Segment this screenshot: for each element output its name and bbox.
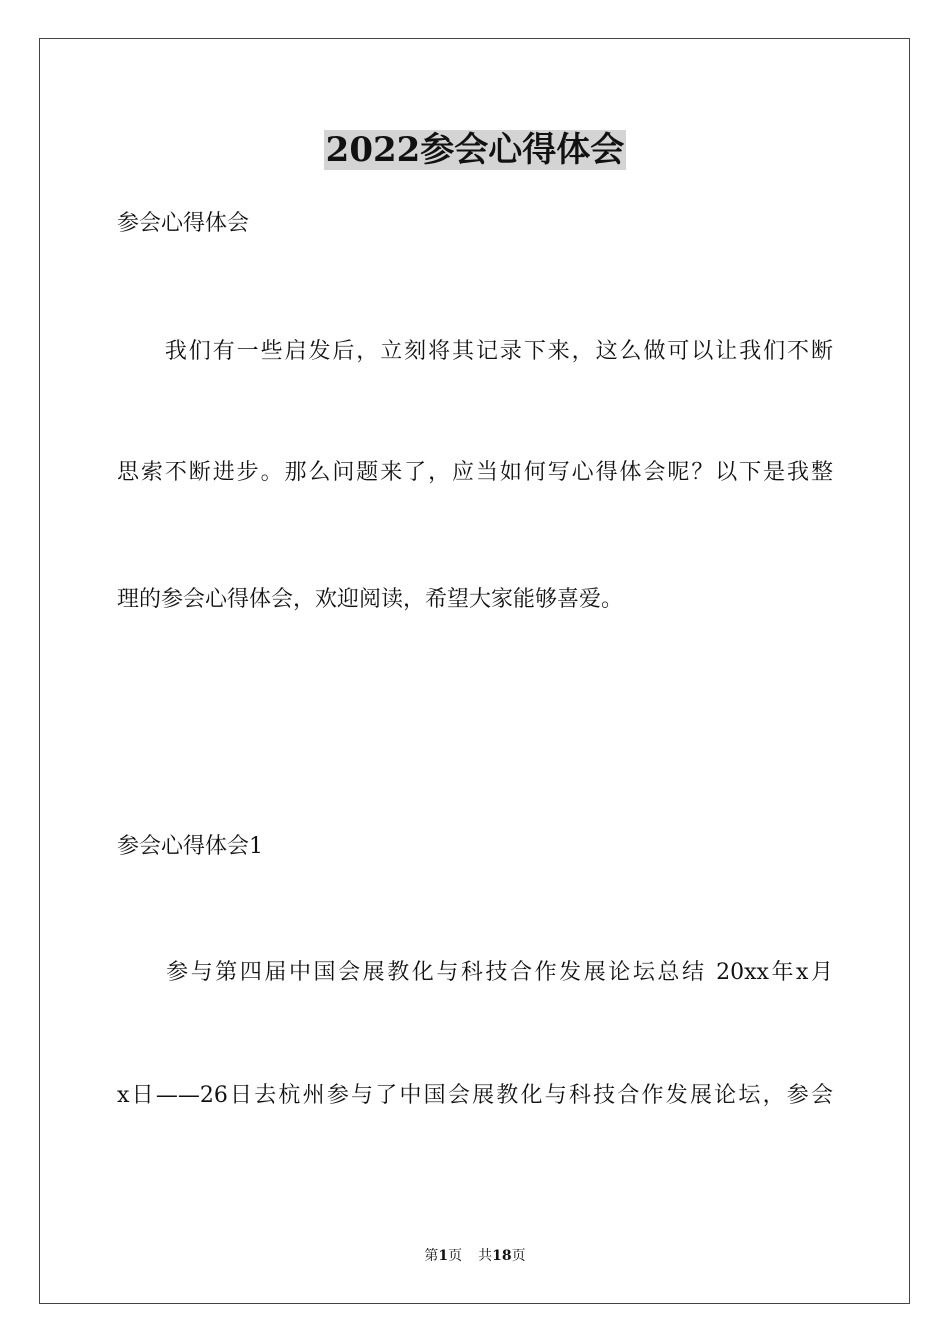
footer-page-prefix: 第 — [424, 1248, 439, 1264]
document-title — [0, 128, 950, 172]
footer-total-prefix: 共 — [478, 1248, 493, 1264]
section-heading-1: 参会心得体会1 — [117, 834, 263, 859]
page-footer — [0, 1246, 950, 1266]
footer-page-suffix: 页 — [448, 1248, 463, 1264]
document-title-text: 2022参会心得体会 — [325, 130, 625, 170]
footer-total-pages: 18 — [492, 1248, 512, 1264]
paragraph-line: 参与第四届中国会展教化与科技合作发展论坛总结 20xx年x月 — [117, 960, 833, 985]
paragraph-line: 思索不断进步。那么问题来了，应当如何写心得体会呢？以下是我整 — [117, 460, 833, 485]
paragraph-line: 理的参会心得体会，欢迎阅读，希望大家能够喜爱。 — [117, 587, 624, 612]
section-heading-intro: 参会心得体会 — [117, 211, 250, 236]
footer-total-suffix: 页 — [511, 1248, 526, 1264]
footer-page-number: 1 — [438, 1248, 449, 1264]
paragraph-line: x日——26日去杭州参与了中国会展教化与科技合作发展论坛，参会 — [117, 1083, 833, 1108]
paragraph-line: 我们有一些启发后，立刻将其记录下来，这么做可以让我们不断 — [117, 339, 833, 364]
